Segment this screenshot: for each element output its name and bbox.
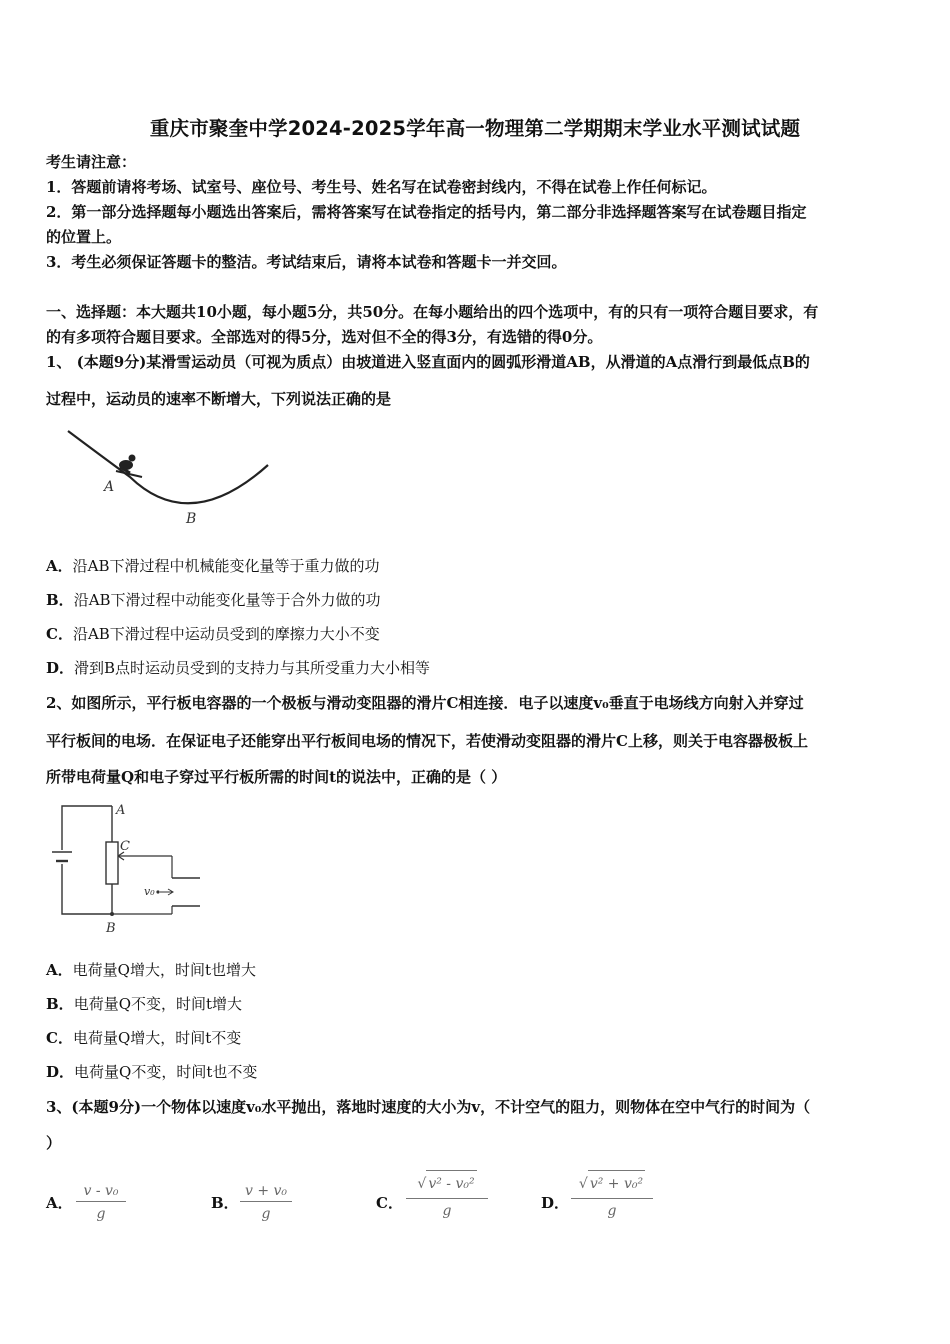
v0-label: v₀ [144, 885, 155, 898]
q3-stem-line2: ） [46, 1134, 62, 1152]
q3-option-c-label[interactable]: C． [376, 1194, 403, 1212]
denominator: g [261, 1206, 271, 1222]
fraction-bar [406, 1198, 488, 1199]
q2-option-c[interactable]: C．电荷量Q增大，时间t不变 [46, 1029, 242, 1047]
q3-option-d-fraction[interactable] [571, 1170, 653, 1220]
q2-option-d[interactable]: D．电荷量Q不变，时间t也不变 [46, 1063, 258, 1081]
q2-stem-line2: 平行板间的电场．在保证电子还能穿出平行板间电场的情况下，若使滑动变阻器的滑片C上移，则关于电容器极板上 [46, 732, 808, 750]
numerator: v + v₀ [244, 1183, 288, 1199]
q2-option-b[interactable]: B．电荷量Q不变，时间t增大 [46, 995, 243, 1013]
q1-option-b[interactable]: B．沿AB下滑过程中动能变化量等于合外力做的功 [46, 591, 381, 609]
page-title: 重庆市聚奎中学2024-2025学年高一物理第二学期期末学业水平测试试题 [149, 117, 801, 140]
section-intro-line1: 一、选择题：本大题共10小题，每小题5分，共50分。在每小题给出的四个选项中，有的只有一项符合题目要求，有 [46, 303, 819, 321]
skier-icon [116, 455, 142, 478]
q3-option-b-label[interactable]: B． [211, 1194, 239, 1212]
q3-option-d-label[interactable]: D． [541, 1194, 570, 1212]
denominator: g [607, 1203, 617, 1219]
point-a-label: A [116, 803, 126, 818]
rheostat-resistor [106, 842, 118, 884]
fraction-bar [240, 1201, 292, 1202]
notice-item-3: 3．考生必须保证答题卡的整洁。考试结束后，请将本试卷和答题卡一并交回。 [46, 253, 567, 271]
numerator: v² - v₀² [426, 1170, 476, 1197]
capacitor-circuit-figure [46, 798, 216, 938]
notice-item-2-cont: 的位置上。 [46, 228, 122, 246]
ski-slope-figure [60, 425, 280, 530]
q3-option-b-fraction[interactable] [240, 1182, 292, 1223]
q3-option-a-fraction[interactable] [76, 1182, 126, 1223]
q3-stem-line1: 3、(本题9分)一个物体以速度v₀水平抛出，落地时速度的大小为v，不计空气的阻力，则物体在空中气行的时间为（ [46, 1098, 811, 1116]
section-intro-line2: 的有多项符合题目要求。全部选对的得5分，选对但不全的得3分，有选错的得0分。 [46, 328, 603, 346]
notice-item-1: 1．答题前请将考场、试室号、座位号、考生号、姓名写在试卷密封线内，不得在试卷上作任何标记。 [46, 178, 717, 196]
sqrt-icon: √ [417, 1176, 427, 1192]
q1-option-a[interactable]: A．沿AB下滑过程中机械能变化量等于重力做的功 [46, 557, 380, 575]
q2-stem-line1: 2、如图所示，平行板电容器的一个极板与滑动变阻器的滑片C相连接．电子以速度v₀垂直于电场线方向射入并穿过 [46, 694, 804, 712]
q2-stem-line3: 所带电荷量Q和电子穿过平行板所需的时间t的说法中，正确的是（ ） [46, 768, 507, 786]
point-c-label: C [120, 839, 130, 854]
fraction-bar [76, 1201, 126, 1202]
q1-stem-line1: 1、 (本题9分)某滑雪运动员（可视为质点）由坡道进入竖直面内的圆弧形滑道AB，从滑道的A点滑行到最低点B的 [46, 353, 810, 371]
q1-option-d[interactable]: D．滑到B点时运动员受到的支持力与其所受重力大小相等 [46, 659, 431, 677]
denominator: g [442, 1203, 452, 1219]
point-a-label: A [104, 479, 115, 495]
q2-option-a[interactable]: A．电荷量Q增大，时间t也增大 [46, 961, 256, 979]
slope-track [68, 431, 268, 503]
numerator: v - v₀ [83, 1183, 119, 1199]
notice-heading: 考生请注意： [46, 153, 137, 171]
notice-item-2: 2．第一部分选择题每小题选出答案后，需将答案写在试卷指定的括号内，第二部分非选择题答案写在试卷题目指定 [46, 203, 807, 221]
q3-option-a-label[interactable]: A． [46, 1194, 73, 1212]
q3-option-c-fraction[interactable] [406, 1170, 488, 1220]
sqrt-icon: √ [578, 1176, 588, 1192]
fraction-bar [571, 1198, 653, 1199]
point-b-label: B [106, 921, 116, 936]
numerator: v² + v₀² [588, 1170, 645, 1197]
denominator: g [96, 1206, 106, 1222]
q1-stem-line2: 过程中，运动员的速率不断增大，下列说法正确的是 [46, 390, 392, 408]
q1-option-c[interactable]: C．沿AB下滑过程中运动员受到的摩擦力大小不变 [46, 625, 380, 643]
point-b-label: B [186, 511, 197, 527]
